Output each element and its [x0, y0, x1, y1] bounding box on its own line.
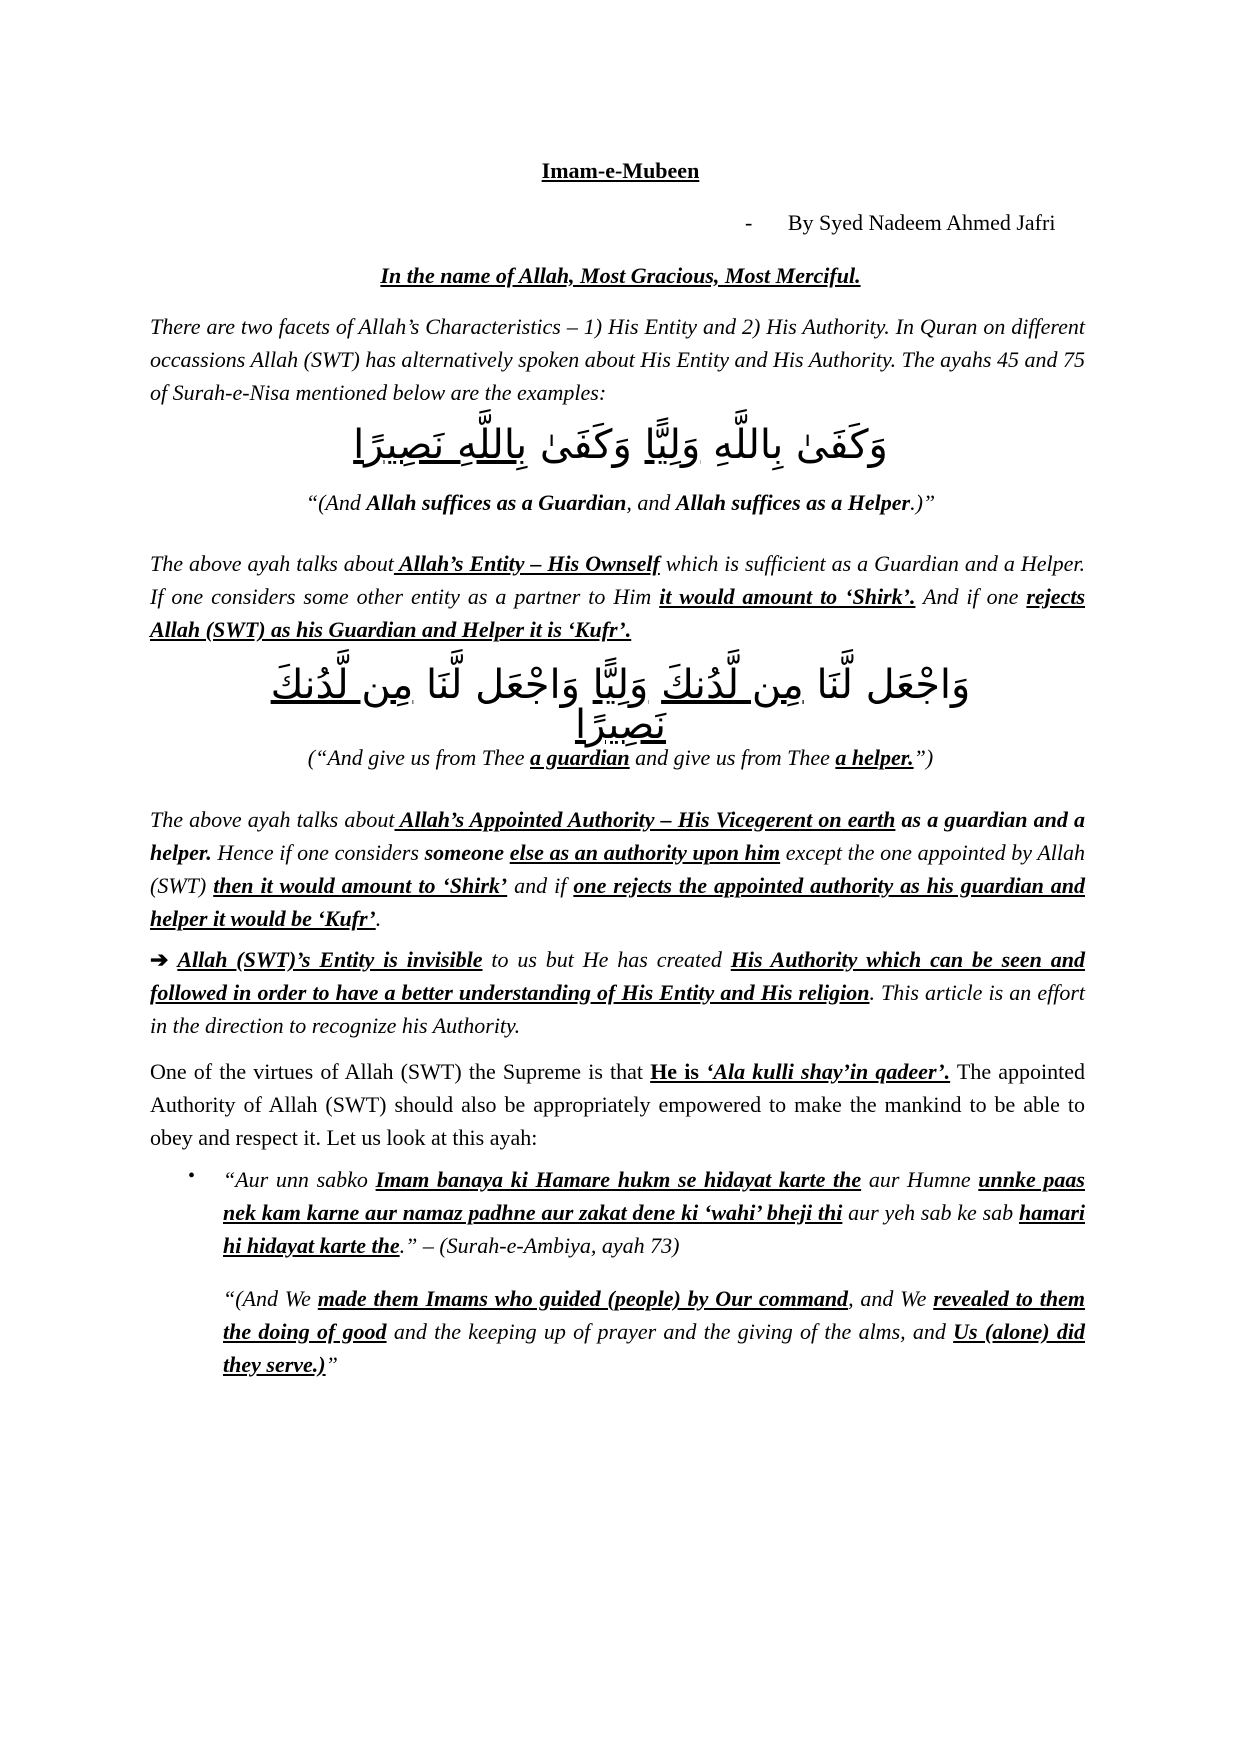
bullet-wahi: unnke paas nek kam karne aur namaz padhne aur zakat dene ki ‘wahi’ bheji thi	[223, 1167, 1085, 1225]
p2-entity: Allah’s Entity – His Ownself	[393, 551, 660, 576]
p4-authority-seen: His Authority which can be seen and followed in order to have a better understanding of His Entity and His religion	[150, 947, 1086, 1005]
author-byline	[745, 210, 1055, 236]
trans1-text-2: , and	[626, 490, 676, 515]
ayah-75-arabic	[250, 662, 991, 748]
ayah-75-translation	[0, 745, 1241, 771]
bt-text-2: , and We	[848, 1286, 934, 1311]
p2-text-2: which is sufficient as a Guardian and a Helper. If one considers some other entity as a partner to Him	[150, 551, 1085, 609]
bt-serve: Us (alone) did they serve.)	[223, 1319, 1085, 1377]
bullet-text-4: .” – (Surah-e-Ambiya, ayah 73)	[399, 1233, 680, 1258]
trans2-helper: a helper.	[835, 745, 914, 770]
trans2-text-3: ”)	[913, 745, 934, 770]
bullet-hidayat: hamari hi hidayat karte the	[223, 1200, 1085, 1258]
p2-text-3: And if one	[915, 584, 1027, 609]
p3-someone: someone	[424, 840, 510, 865]
ayah2-part-d: وَاجْعَل لَّنَا	[425, 662, 580, 708]
p4-text-1: to us but He has created	[482, 947, 731, 972]
p2-shirk: it would amount to ‘Shirk’.	[659, 584, 916, 609]
trans2-text-2: and give us from Thee	[629, 745, 836, 770]
ayah2-part-b: مِن لَّدُنكَ	[661, 662, 804, 708]
ayah1-part-a: وَكَفَىٰ بِاللَّهِ	[713, 422, 888, 468]
p2-kufr: rejects Allah (SWT) as his Guardian and Helper it is ‘Kufr’.	[150, 584, 1086, 642]
p3-text-4: and if	[507, 873, 574, 898]
p5-text-1: One of the virtues of Allah (SWT) the Supreme is that	[150, 1059, 651, 1084]
bullet-text-1: “Aur unn sabko	[223, 1167, 376, 1192]
ambiya-translation	[223, 1282, 1085, 1381]
invisible-entity-paragraph	[150, 943, 1085, 1042]
bismillah-heading: In the name of Allah, Most Gracious, Most Merciful.	[380, 263, 861, 288]
trans2-text-1: (“And give us from Thee	[307, 745, 531, 770]
ayah2-part-a: وَاجْعَل لَّنَا	[816, 662, 971, 708]
bt-good: revealed to them the doing of good	[223, 1286, 1085, 1344]
ayah1-part-c: وَكَفَىٰ	[539, 422, 632, 468]
bt-text-1: “(And We	[223, 1286, 318, 1311]
intro-paragraph: There are two facets of Allah’s Characteristics – 1) His Entity and 2) His Authority. In Quran on different occassions Allah (SWT) has alternatively spoken about His Entity and His Authority. The ayahs 45 and 75 of Surah-e-Nisa mentioned below are the examples:	[150, 314, 1085, 405]
p3-authority: Allah’s Appointed Authority – His Vicegerent on earth	[394, 807, 896, 832]
trans1-text-3: .)”	[910, 490, 936, 515]
ayah1-part-b: وَلِيًّا	[644, 422, 701, 468]
ayah1-part-d: بِاللَّهِ نَصِيرًا	[353, 422, 528, 468]
trans1-helper: Allah suffices as a Helper	[675, 490, 911, 515]
ambiya-roman-urdu	[223, 1163, 1085, 1262]
bullet-text-2: aur Humne	[861, 1167, 979, 1192]
byline-dash: -	[745, 210, 753, 235]
p3-text-2: Hence if one considers	[211, 840, 425, 865]
ayah2-part-e: مِن لَّدُنكَ نَصِيرًا	[270, 662, 667, 748]
trans1-text: “(And	[305, 490, 367, 515]
p5-text-2: The appointed Authority of Allah (SWT) should also be appropriately empowered to make the mankind to be able to obey and respect it. Let us look at this ayah:	[150, 1059, 1086, 1150]
p3-text-5: .	[375, 906, 382, 931]
p3-else-authority: else as an authority upon him	[509, 840, 781, 865]
page-title: Imam-e-Mubeen	[541, 158, 700, 183]
p3-text-1: The above ayah talks about	[150, 807, 395, 832]
p3-kufr: one rejects the appointed authority as his guardian and helper it would be ‘Kufr’	[150, 873, 1085, 931]
p4-text-2: . This article is an effort in the direction to recognize his Authority.	[150, 980, 1085, 1038]
p3-shirk: then it would amount to ‘Shirk’	[213, 873, 508, 898]
authority-paragraph	[150, 803, 1085, 935]
ayah-45-translation	[0, 490, 1241, 516]
bullet-text-3: aur yeh sab ke sab	[842, 1200, 1019, 1225]
ayah2-part-c: وَلِيًّا	[592, 662, 649, 708]
bt-text-3: and the keeping up of prayer and the giving of the alms, and	[386, 1319, 954, 1344]
bullet-icon: •	[188, 1165, 196, 1187]
p3-text-3: except the one appointed by Allah (SWT)	[150, 840, 1085, 898]
bullet-imam: Imam banaya ki Hamare hukm se hidayat karte the	[375, 1167, 862, 1192]
p3-guardian-helper: as a guardian and a helper.	[150, 807, 1085, 865]
p5-he-is: He is	[650, 1059, 707, 1084]
virtues-paragraph	[150, 1055, 1085, 1154]
ayah-45-arabic	[300, 422, 941, 468]
arrow-icon: ➔	[150, 947, 169, 972]
bt-text-4: ”	[325, 1352, 338, 1377]
byline-text: By Syed Nadeem Ahmed Jafri	[787, 210, 1056, 235]
p2-text-1: The above ayah talks about	[150, 551, 394, 576]
p5-qadeer: ‘Ala kulli shay’in qadeer’.	[706, 1059, 951, 1084]
entity-paragraph	[150, 547, 1085, 646]
bt-imams: made them Imams who guided (people) by Our command	[317, 1286, 849, 1311]
p4-invisible: Allah (SWT)’s Entity is invisible	[177, 947, 483, 972]
trans1-guardian: Allah suffices as a Guardian	[366, 490, 627, 515]
trans2-guardian: a guardian	[530, 745, 630, 770]
